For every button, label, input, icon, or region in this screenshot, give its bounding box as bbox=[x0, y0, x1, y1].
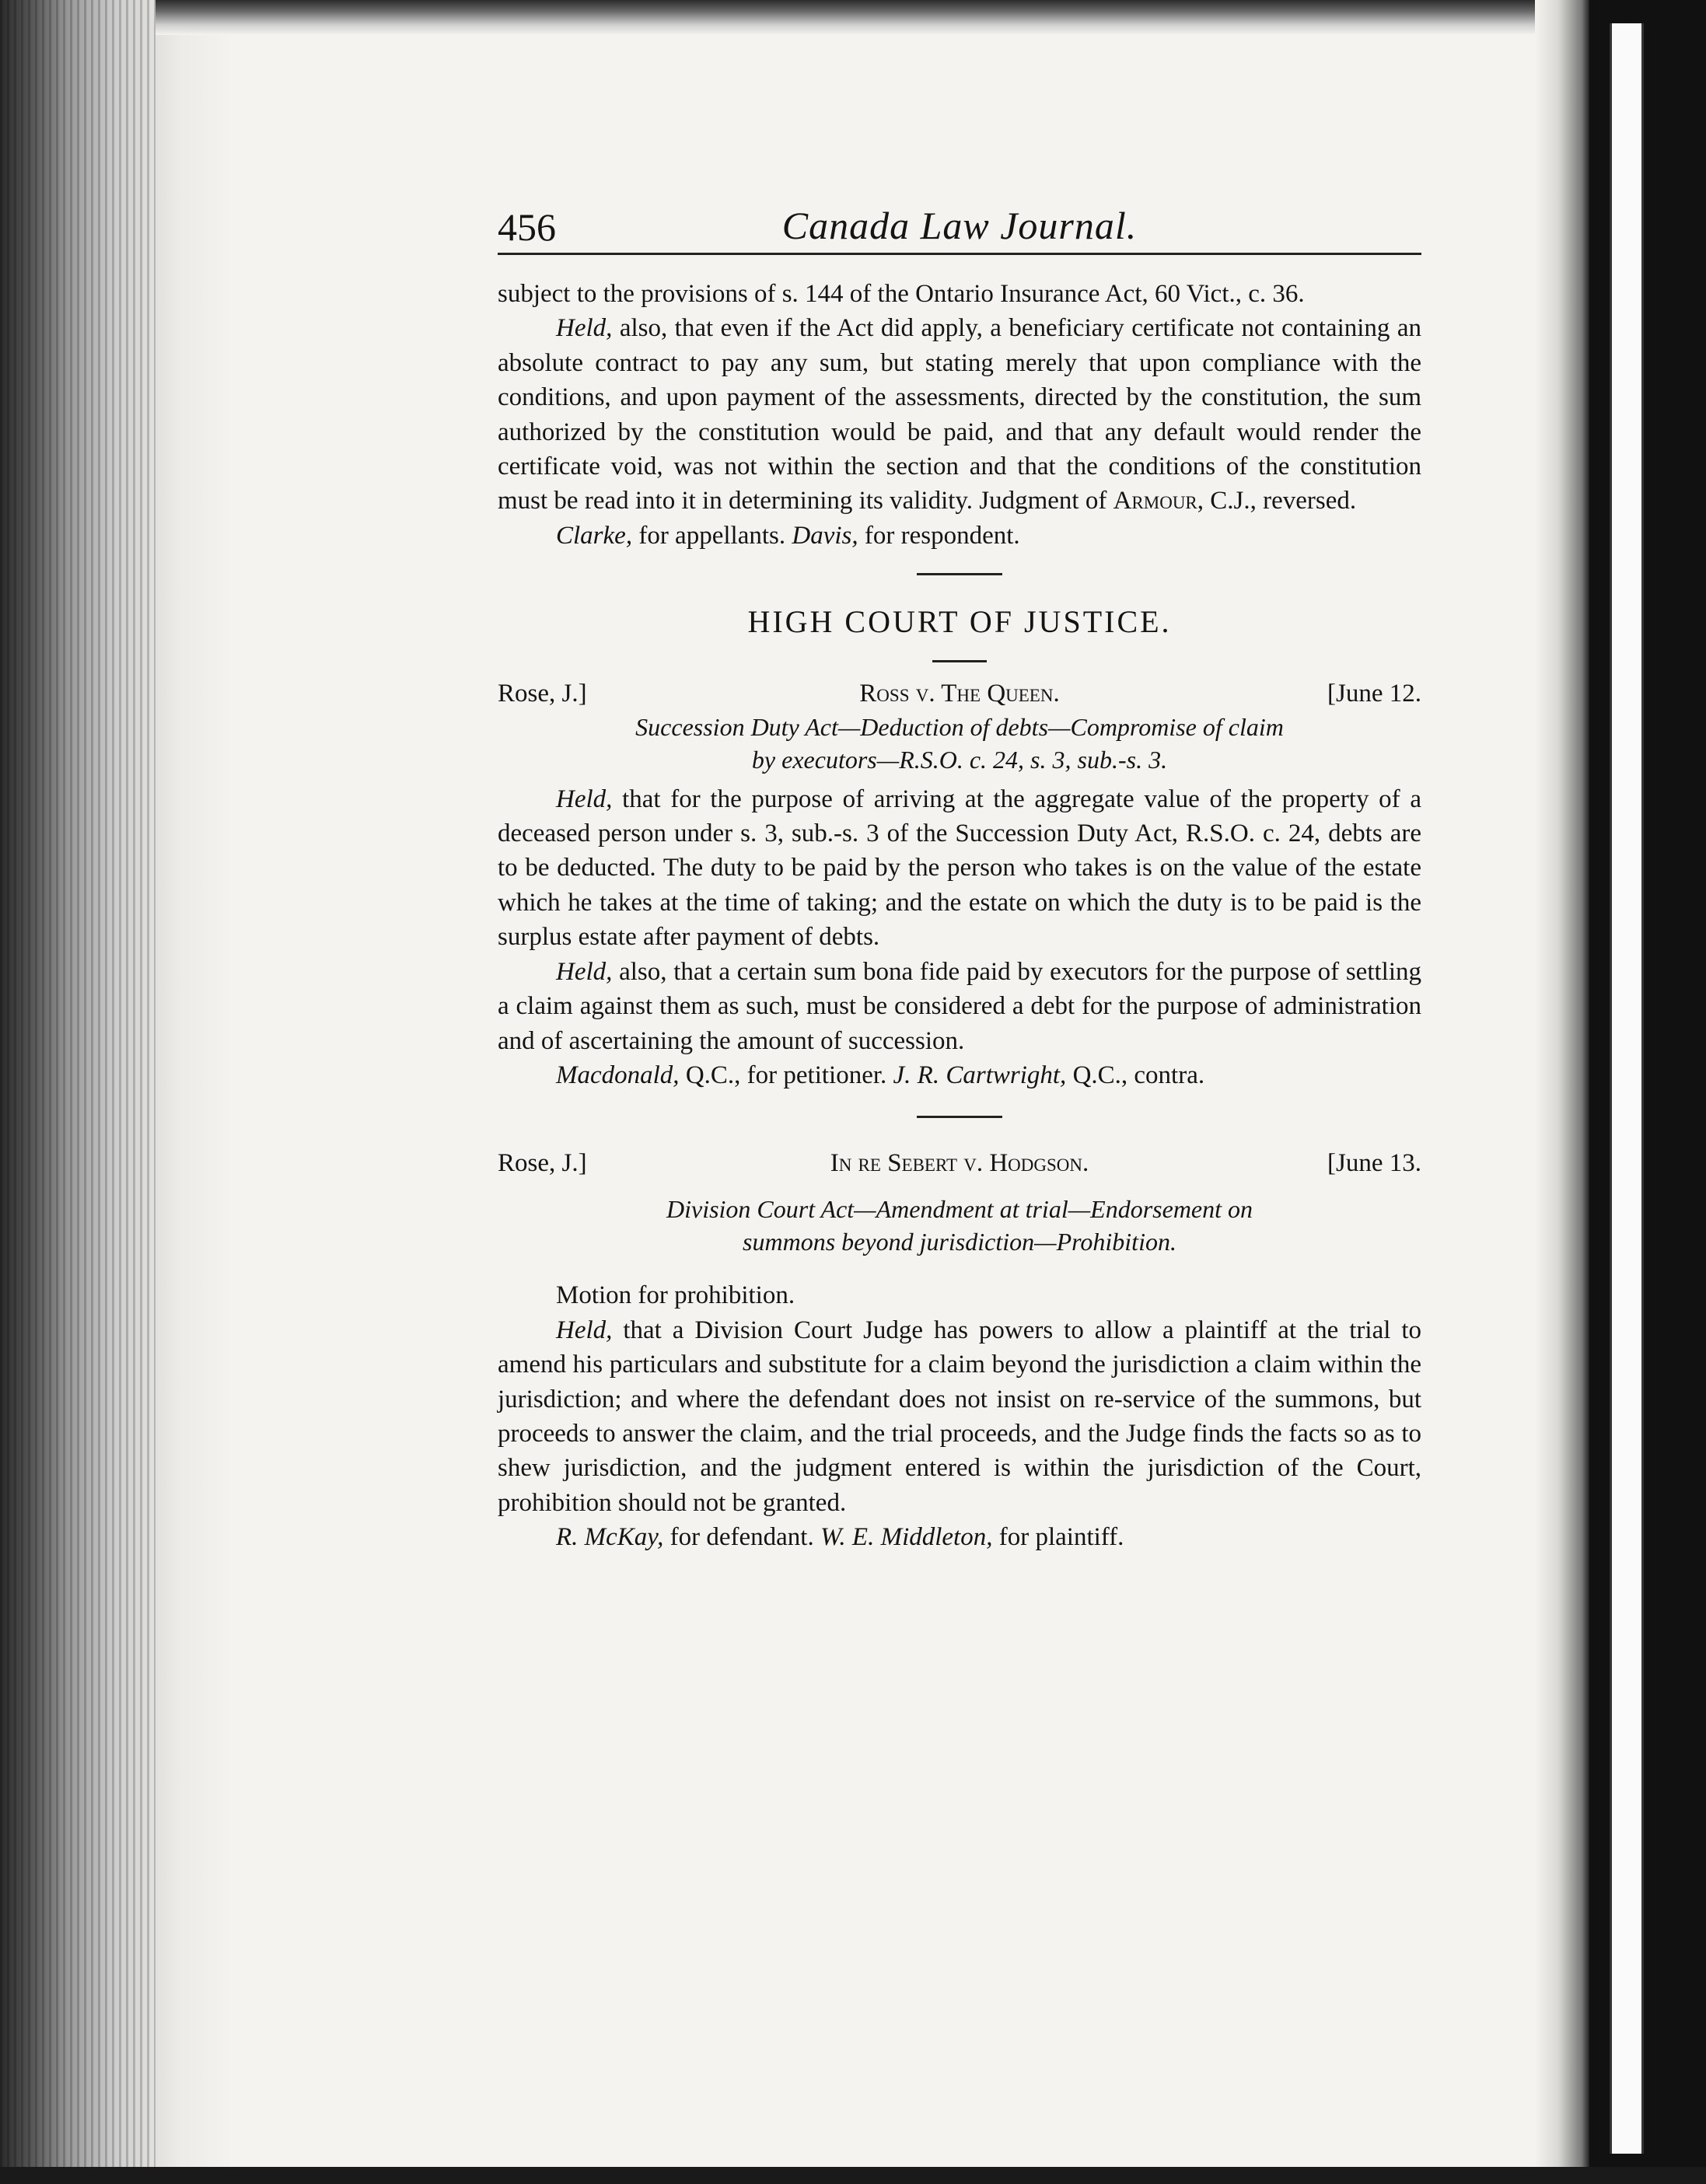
counsel-role: for respondent. bbox=[858, 521, 1020, 550]
subject-line: summons beyond jurisdiction—Prohibition. bbox=[743, 1228, 1176, 1256]
case-subject-heading bbox=[498, 1193, 1421, 1258]
case-judge: Rose, J.] bbox=[498, 679, 587, 708]
counsel-role: Q.C., contra. bbox=[1066, 1061, 1205, 1089]
scan-right-page-edge bbox=[1610, 23, 1644, 2154]
counsel-name: Davis, bbox=[792, 521, 858, 550]
case-date: [June 12. bbox=[1327, 679, 1421, 708]
case-counsel bbox=[498, 1520, 1421, 1554]
running-title: Canada Law Journal. bbox=[781, 204, 1138, 247]
case-subject-heading bbox=[498, 711, 1421, 776]
opening-held-paragraph bbox=[498, 311, 1421, 518]
judge-name: Armour bbox=[1113, 487, 1197, 515]
page-header bbox=[498, 198, 1421, 255]
subject-line: by executors—R.S.O. c. 24, s. 3, sub.-s. 3. bbox=[751, 745, 1168, 774]
case-name: In re Sebert v. Hodgson. bbox=[830, 1149, 1089, 1178]
scan-top-edge bbox=[156, 0, 1555, 35]
held-paragraph bbox=[498, 1313, 1421, 1520]
motion-line: Motion for prohibition. bbox=[556, 1281, 795, 1310]
counsel-name: R. McKay, bbox=[556, 1523, 664, 1552]
case-title-line bbox=[498, 1141, 1421, 1180]
case-date: [June 13. bbox=[1327, 1149, 1421, 1178]
subject-line: Succession Duty Act—Deduction of debts—Compromise of claim bbox=[635, 712, 1284, 741]
counsel-role: for defendant. bbox=[663, 1523, 820, 1552]
held-label: Held, bbox=[556, 314, 613, 343]
case-title-line bbox=[498, 672, 1421, 711]
case-name: Ross v. The Queen. bbox=[859, 679, 1060, 708]
page-body bbox=[498, 277, 1421, 1555]
held-label: Held, bbox=[556, 957, 613, 986]
case-judge: Rose, J.] bbox=[498, 1149, 587, 1178]
counsel-role: for plaintiff. bbox=[992, 1523, 1124, 1552]
held-text: also, that a certain sum bona fide paid by executors for the purpose of settling a claim against them as such, must be considered a debt for the purpose of administration and of ascertaining the amount of succession. bbox=[498, 957, 1421, 1055]
section-heading: HIGH COURT OF JUSTICE. bbox=[747, 604, 1172, 640]
counsel-role: Q.C., for petitioner. bbox=[679, 1061, 893, 1089]
counsel-name: Clarke, bbox=[556, 521, 633, 550]
held-text: that for the purpose of arriving at the aggregate value of the property of a deceased person under s. 3, sub.-s. 3 of the Succession Duty Act, R.S.O. c. 24, debts are to be deducted. The duty to be paid by the person who takes is on the value of the estate which he takes at the time of taking; and the estate on which the duty is to be paid is the surplus estate after payment of debts. bbox=[498, 784, 1421, 952]
held-text: also, that even if the Act did apply, a beneficiary certificate not containing an absolute contract to pay any sum, but stating merely that upon compliance with the conditions, and upon payment of the assessments, directed by the constitution, the sum authorized by the constitution would be paid, and that any default would render the certificate void, was not within the section and that the conditions of the constitution must be read into it in determining its validity. Judgment of bbox=[498, 314, 1421, 515]
opening-paragraph: subject to the provisions of s. 144 of the Ontario Insurance Act, 60 Vict., c. 36. bbox=[498, 280, 1305, 308]
held-text-end: , C.J., reversed. bbox=[1197, 487, 1357, 515]
scan-left-binding bbox=[0, 0, 156, 2184]
counsel-name: J. R. Cartwright, bbox=[893, 1061, 1067, 1089]
divider-rule bbox=[917, 573, 1002, 575]
held-text: that a Division Court Judge has powers to allow a plaintiff at the trial to amend his particulars and substitute for a claim beyond the jurisdiction a claim within the jurisdiction; and where the defendant does not insist on re-service of the summons, but proceeds to answer the claim, and the trial proceeds, and the Judge finds the facts so as to shew jurisdiction, and the judgment entered is within the jurisdiction of the Court, prohibition should not be granted. bbox=[498, 1316, 1421, 1517]
scan-bottom-edge bbox=[0, 2167, 1706, 2184]
held-paragraph bbox=[498, 955, 1421, 1058]
counsel-name: W. E. Middleton, bbox=[820, 1523, 993, 1552]
page-number: 456 bbox=[498, 205, 556, 249]
counsel-name: Macdonald, bbox=[556, 1061, 680, 1089]
case-counsel bbox=[498, 1058, 1421, 1092]
held-label: Held, bbox=[556, 784, 613, 813]
subject-line: Division Court Act—Amendment at trial—Endorsement on bbox=[666, 1195, 1253, 1224]
journal-page bbox=[498, 198, 1421, 1555]
held-paragraph bbox=[498, 782, 1421, 955]
counsel-role: for appellants. bbox=[632, 521, 792, 550]
divider-rule bbox=[917, 1116, 1002, 1118]
divider-rule bbox=[932, 660, 987, 662]
scan-right-shadow bbox=[1535, 0, 1589, 2184]
opening-counsel bbox=[498, 519, 1421, 553]
held-label: Held, bbox=[556, 1316, 613, 1344]
